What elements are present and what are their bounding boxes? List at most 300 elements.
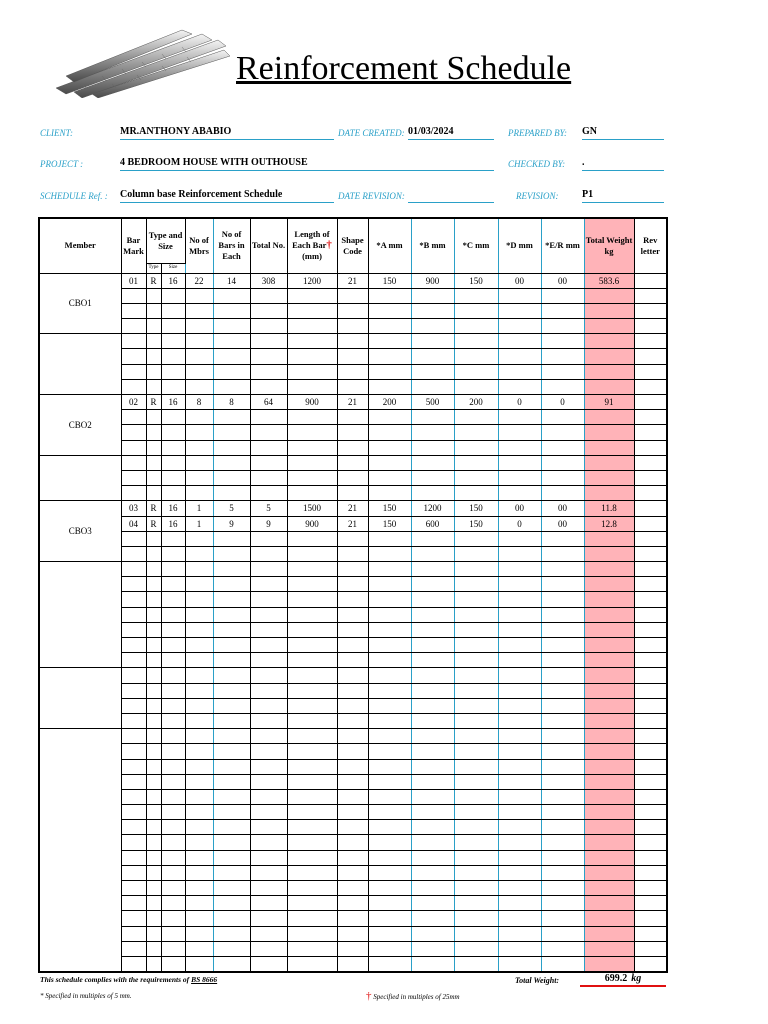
cell-c[interactable] bbox=[454, 865, 498, 880]
cell-length[interactable] bbox=[287, 410, 337, 425]
cell-total-no[interactable] bbox=[250, 455, 287, 470]
cell-rev[interactable] bbox=[634, 865, 667, 880]
cell-bar-mark[interactable]: 04 bbox=[121, 516, 146, 531]
cell-d[interactable] bbox=[498, 653, 541, 668]
cell-c[interactable] bbox=[454, 592, 498, 607]
cell-shape[interactable] bbox=[337, 668, 368, 683]
cell-bar-mark[interactable] bbox=[121, 926, 146, 941]
cell-c[interactable] bbox=[454, 440, 498, 455]
cell-d[interactable] bbox=[498, 698, 541, 713]
cell-d[interactable] bbox=[498, 805, 541, 820]
cell-a[interactable] bbox=[368, 789, 411, 804]
cell-length[interactable]: 1200 bbox=[287, 273, 337, 288]
cell-c[interactable] bbox=[454, 455, 498, 470]
cell-size[interactable] bbox=[161, 941, 185, 956]
cell-b[interactable] bbox=[411, 683, 454, 698]
cell-type[interactable] bbox=[146, 744, 161, 759]
cell-weight[interactable] bbox=[584, 713, 634, 728]
cell-c[interactable] bbox=[454, 364, 498, 379]
cell-b[interactable] bbox=[411, 546, 454, 561]
cell-length[interactable] bbox=[287, 668, 337, 683]
cell-size[interactable] bbox=[161, 379, 185, 394]
cell-no-mbrs[interactable] bbox=[185, 759, 213, 774]
cell-b[interactable] bbox=[411, 911, 454, 926]
cell-c[interactable] bbox=[454, 546, 498, 561]
cell-rev[interactable] bbox=[634, 956, 667, 972]
cell-type[interactable] bbox=[146, 319, 161, 334]
cell-a[interactable] bbox=[368, 729, 411, 744]
cell-total-no[interactable] bbox=[250, 865, 287, 880]
cell-bar-mark[interactable] bbox=[121, 531, 146, 546]
cell-no-mbrs[interactable] bbox=[185, 303, 213, 318]
cell-no-bars[interactable] bbox=[213, 698, 250, 713]
cell-length[interactable] bbox=[287, 941, 337, 956]
cell-no-bars[interactable]: 9 bbox=[213, 516, 250, 531]
cell-weight[interactable] bbox=[584, 425, 634, 440]
cell-no-mbrs[interactable] bbox=[185, 607, 213, 622]
cell-no-mbrs[interactable] bbox=[185, 820, 213, 835]
cell-weight[interactable] bbox=[584, 789, 634, 804]
cell-type[interactable] bbox=[146, 470, 161, 485]
cell-no-mbrs[interactable] bbox=[185, 592, 213, 607]
cell-weight[interactable] bbox=[584, 546, 634, 561]
cell-a[interactable] bbox=[368, 865, 411, 880]
cell-total-no[interactable] bbox=[250, 759, 287, 774]
cell-bar-mark[interactable] bbox=[121, 592, 146, 607]
cell-length[interactable] bbox=[287, 956, 337, 972]
cell-type[interactable] bbox=[146, 486, 161, 501]
cell-rev[interactable] bbox=[634, 562, 667, 577]
cell-size[interactable] bbox=[161, 744, 185, 759]
cell-total-no[interactable]: 64 bbox=[250, 395, 287, 410]
cell-no-bars[interactable] bbox=[213, 531, 250, 546]
cell-c[interactable] bbox=[454, 911, 498, 926]
cell-c[interactable] bbox=[454, 562, 498, 577]
cell-total-no[interactable] bbox=[250, 820, 287, 835]
cell-total-no[interactable] bbox=[250, 896, 287, 911]
cell-rev[interactable] bbox=[634, 926, 667, 941]
cell-c[interactable] bbox=[454, 835, 498, 850]
cell-rev[interactable] bbox=[634, 729, 667, 744]
cell-bar-mark[interactable] bbox=[121, 319, 146, 334]
cell-weight[interactable] bbox=[584, 470, 634, 485]
cell-rev[interactable] bbox=[634, 881, 667, 896]
cell-size[interactable] bbox=[161, 303, 185, 318]
cell-b[interactable] bbox=[411, 865, 454, 880]
cell-b[interactable] bbox=[411, 486, 454, 501]
cell-size[interactable] bbox=[161, 729, 185, 744]
cell-total-no[interactable] bbox=[250, 911, 287, 926]
cell-shape[interactable] bbox=[337, 455, 368, 470]
cell-type[interactable] bbox=[146, 698, 161, 713]
cell-er[interactable] bbox=[541, 319, 584, 334]
cell-c[interactable] bbox=[454, 622, 498, 637]
cell-size[interactable]: 16 bbox=[161, 395, 185, 410]
cell-no-mbrs[interactable] bbox=[185, 896, 213, 911]
cell-total-no[interactable] bbox=[250, 425, 287, 440]
cell-c[interactable] bbox=[454, 577, 498, 592]
cell-er[interactable] bbox=[541, 364, 584, 379]
cell-bar-mark[interactable] bbox=[121, 835, 146, 850]
cell-bar-mark[interactable] bbox=[121, 486, 146, 501]
cell-no-bars[interactable] bbox=[213, 410, 250, 425]
member-cell[interactable] bbox=[39, 562, 121, 668]
cell-d[interactable] bbox=[498, 592, 541, 607]
cell-b[interactable] bbox=[411, 288, 454, 303]
cell-size[interactable] bbox=[161, 713, 185, 728]
cell-weight[interactable] bbox=[584, 364, 634, 379]
cell-no-mbrs[interactable] bbox=[185, 531, 213, 546]
cell-length[interactable] bbox=[287, 881, 337, 896]
cell-a[interactable] bbox=[368, 319, 411, 334]
cell-c[interactable] bbox=[454, 850, 498, 865]
cell-rev[interactable] bbox=[634, 911, 667, 926]
cell-d[interactable] bbox=[498, 349, 541, 364]
cell-b[interactable] bbox=[411, 440, 454, 455]
cell-no-mbrs[interactable]: 1 bbox=[185, 516, 213, 531]
cell-size[interactable] bbox=[161, 577, 185, 592]
cell-type[interactable] bbox=[146, 425, 161, 440]
cell-no-mbrs[interactable] bbox=[185, 835, 213, 850]
cell-c[interactable] bbox=[454, 379, 498, 394]
cell-size[interactable] bbox=[161, 638, 185, 653]
cell-d[interactable]: 00 bbox=[498, 273, 541, 288]
cell-type[interactable] bbox=[146, 911, 161, 926]
cell-a[interactable] bbox=[368, 926, 411, 941]
cell-no-bars[interactable] bbox=[213, 744, 250, 759]
cell-total-no[interactable] bbox=[250, 334, 287, 349]
cell-a[interactable] bbox=[368, 638, 411, 653]
cell-weight[interactable] bbox=[584, 638, 634, 653]
cell-shape[interactable] bbox=[337, 486, 368, 501]
cell-b[interactable] bbox=[411, 713, 454, 728]
cell-d[interactable] bbox=[498, 956, 541, 972]
cell-bar-mark[interactable] bbox=[121, 774, 146, 789]
cell-length[interactable] bbox=[287, 713, 337, 728]
cell-no-bars[interactable] bbox=[213, 440, 250, 455]
cell-a[interactable] bbox=[368, 881, 411, 896]
cell-type[interactable]: R bbox=[146, 516, 161, 531]
cell-weight[interactable] bbox=[584, 759, 634, 774]
cell-rev[interactable] bbox=[634, 622, 667, 637]
cell-shape[interactable] bbox=[337, 334, 368, 349]
cell-weight[interactable] bbox=[584, 349, 634, 364]
cell-no-bars[interactable] bbox=[213, 865, 250, 880]
cell-total-no[interactable] bbox=[250, 622, 287, 637]
cell-shape[interactable]: 21 bbox=[337, 273, 368, 288]
cell-weight[interactable] bbox=[584, 698, 634, 713]
cell-b[interactable] bbox=[411, 379, 454, 394]
cell-no-mbrs[interactable] bbox=[185, 683, 213, 698]
cell-rev[interactable] bbox=[634, 820, 667, 835]
cell-weight[interactable]: 12.8 bbox=[584, 516, 634, 531]
cell-d[interactable] bbox=[498, 835, 541, 850]
cell-no-mbrs[interactable]: 8 bbox=[185, 395, 213, 410]
cell-weight[interactable] bbox=[584, 607, 634, 622]
cell-a[interactable] bbox=[368, 683, 411, 698]
cell-no-mbrs[interactable] bbox=[185, 911, 213, 926]
cell-c[interactable] bbox=[454, 668, 498, 683]
cell-bar-mark[interactable] bbox=[121, 410, 146, 425]
cell-rev[interactable] bbox=[634, 395, 667, 410]
cell-no-bars[interactable] bbox=[213, 729, 250, 744]
cell-er[interactable]: 0 bbox=[541, 395, 584, 410]
cell-size[interactable] bbox=[161, 349, 185, 364]
cell-rev[interactable] bbox=[634, 850, 667, 865]
cell-rev[interactable] bbox=[634, 607, 667, 622]
cell-no-mbrs[interactable] bbox=[185, 713, 213, 728]
cell-b[interactable] bbox=[411, 896, 454, 911]
cell-bar-mark[interactable] bbox=[121, 683, 146, 698]
cell-er[interactable] bbox=[541, 774, 584, 789]
cell-no-mbrs[interactable] bbox=[185, 622, 213, 637]
cell-a[interactable] bbox=[368, 470, 411, 485]
cell-weight[interactable] bbox=[584, 850, 634, 865]
cell-no-bars[interactable] bbox=[213, 805, 250, 820]
cell-total-no[interactable] bbox=[250, 941, 287, 956]
cell-er[interactable] bbox=[541, 744, 584, 759]
cell-rev[interactable] bbox=[634, 273, 667, 288]
cell-no-mbrs[interactable] bbox=[185, 562, 213, 577]
cell-shape[interactable] bbox=[337, 638, 368, 653]
cell-bar-mark[interactable] bbox=[121, 911, 146, 926]
cell-size[interactable] bbox=[161, 410, 185, 425]
cell-c[interactable] bbox=[454, 820, 498, 835]
cell-rev[interactable] bbox=[634, 577, 667, 592]
cell-length[interactable] bbox=[287, 531, 337, 546]
cell-c[interactable] bbox=[454, 759, 498, 774]
cell-a[interactable] bbox=[368, 956, 411, 972]
cell-a[interactable] bbox=[368, 334, 411, 349]
cell-shape[interactable] bbox=[337, 379, 368, 394]
cell-weight[interactable] bbox=[584, 592, 634, 607]
cell-no-bars[interactable] bbox=[213, 926, 250, 941]
cell-no-bars[interactable] bbox=[213, 638, 250, 653]
cell-d[interactable] bbox=[498, 607, 541, 622]
cell-er[interactable] bbox=[541, 562, 584, 577]
cell-no-bars[interactable]: 5 bbox=[213, 501, 250, 516]
cell-weight[interactable] bbox=[584, 379, 634, 394]
cell-bar-mark[interactable] bbox=[121, 820, 146, 835]
cell-d[interactable] bbox=[498, 334, 541, 349]
cell-b[interactable] bbox=[411, 668, 454, 683]
cell-er[interactable] bbox=[541, 486, 584, 501]
cell-b[interactable] bbox=[411, 820, 454, 835]
cell-total-no[interactable] bbox=[250, 956, 287, 972]
cell-no-mbrs[interactable] bbox=[185, 470, 213, 485]
cell-er[interactable] bbox=[541, 941, 584, 956]
project-field[interactable]: 4 BEDROOM HOUSE WITH OUTHOUSE bbox=[120, 157, 494, 171]
cell-total-no[interactable] bbox=[250, 288, 287, 303]
cell-size[interactable] bbox=[161, 622, 185, 637]
cell-total-no[interactable] bbox=[250, 607, 287, 622]
cell-er[interactable] bbox=[541, 440, 584, 455]
cell-no-bars[interactable] bbox=[213, 425, 250, 440]
cell-length[interactable] bbox=[287, 638, 337, 653]
cell-weight[interactable] bbox=[584, 835, 634, 850]
cell-d[interactable] bbox=[498, 562, 541, 577]
cell-no-bars[interactable] bbox=[213, 713, 250, 728]
cell-weight[interactable] bbox=[584, 577, 634, 592]
cell-type[interactable] bbox=[146, 379, 161, 394]
cell-bar-mark[interactable] bbox=[121, 881, 146, 896]
cell-bar-mark[interactable] bbox=[121, 470, 146, 485]
cell-no-bars[interactable] bbox=[213, 592, 250, 607]
cell-rev[interactable] bbox=[634, 288, 667, 303]
cell-a[interactable] bbox=[368, 713, 411, 728]
cell-total-no[interactable] bbox=[250, 546, 287, 561]
cell-shape[interactable] bbox=[337, 349, 368, 364]
cell-bar-mark[interactable] bbox=[121, 668, 146, 683]
cell-no-bars[interactable] bbox=[213, 789, 250, 804]
cell-weight[interactable] bbox=[584, 744, 634, 759]
cell-d[interactable] bbox=[498, 896, 541, 911]
cell-type[interactable] bbox=[146, 410, 161, 425]
cell-d[interactable] bbox=[498, 440, 541, 455]
cell-size[interactable] bbox=[161, 774, 185, 789]
cell-type[interactable] bbox=[146, 577, 161, 592]
cell-c[interactable] bbox=[454, 683, 498, 698]
cell-er[interactable] bbox=[541, 789, 584, 804]
cell-weight[interactable] bbox=[584, 774, 634, 789]
cell-shape[interactable] bbox=[337, 896, 368, 911]
cell-d[interactable] bbox=[498, 774, 541, 789]
cell-b[interactable] bbox=[411, 881, 454, 896]
cell-d[interactable] bbox=[498, 577, 541, 592]
cell-a[interactable] bbox=[368, 896, 411, 911]
cell-er[interactable] bbox=[541, 303, 584, 318]
cell-a[interactable] bbox=[368, 911, 411, 926]
cell-size[interactable] bbox=[161, 698, 185, 713]
cell-no-mbrs[interactable]: 22 bbox=[185, 273, 213, 288]
cell-type[interactable] bbox=[146, 622, 161, 637]
cell-er[interactable] bbox=[541, 653, 584, 668]
cell-no-bars[interactable] bbox=[213, 562, 250, 577]
date-created-field[interactable]: 01/03/2024 bbox=[408, 126, 494, 140]
cell-length[interactable] bbox=[287, 592, 337, 607]
cell-rev[interactable] bbox=[634, 835, 667, 850]
cell-shape[interactable] bbox=[337, 303, 368, 318]
cell-total-no[interactable] bbox=[250, 592, 287, 607]
cell-type[interactable] bbox=[146, 455, 161, 470]
cell-no-mbrs[interactable] bbox=[185, 334, 213, 349]
cell-weight[interactable] bbox=[584, 440, 634, 455]
cell-weight[interactable] bbox=[584, 865, 634, 880]
cell-no-bars[interactable] bbox=[213, 379, 250, 394]
cell-bar-mark[interactable] bbox=[121, 349, 146, 364]
cell-shape[interactable] bbox=[337, 425, 368, 440]
cell-d[interactable] bbox=[498, 425, 541, 440]
cell-a[interactable] bbox=[368, 486, 411, 501]
cell-size[interactable] bbox=[161, 881, 185, 896]
cell-rev[interactable] bbox=[634, 713, 667, 728]
cell-type[interactable] bbox=[146, 303, 161, 318]
cell-d[interactable] bbox=[498, 668, 541, 683]
member-cell[interactable] bbox=[39, 668, 121, 729]
cell-a[interactable] bbox=[368, 774, 411, 789]
cell-weight[interactable] bbox=[584, 486, 634, 501]
cell-d[interactable] bbox=[498, 546, 541, 561]
cell-total-no[interactable] bbox=[250, 440, 287, 455]
cell-a[interactable] bbox=[368, 698, 411, 713]
cell-length[interactable] bbox=[287, 486, 337, 501]
cell-no-mbrs[interactable] bbox=[185, 364, 213, 379]
cell-weight[interactable]: 11.8 bbox=[584, 501, 634, 516]
cell-length[interactable]: 900 bbox=[287, 516, 337, 531]
cell-rev[interactable] bbox=[634, 592, 667, 607]
cell-d[interactable]: 0 bbox=[498, 516, 541, 531]
cell-total-no[interactable] bbox=[250, 668, 287, 683]
cell-bar-mark[interactable] bbox=[121, 896, 146, 911]
cell-no-bars[interactable] bbox=[213, 820, 250, 835]
cell-shape[interactable] bbox=[337, 531, 368, 546]
cell-d[interactable] bbox=[498, 410, 541, 425]
cell-er[interactable] bbox=[541, 881, 584, 896]
cell-size[interactable] bbox=[161, 835, 185, 850]
prepared-by-field[interactable]: GN bbox=[582, 126, 664, 140]
cell-total-no[interactable] bbox=[250, 410, 287, 425]
cell-d[interactable] bbox=[498, 911, 541, 926]
cell-er[interactable] bbox=[541, 607, 584, 622]
cell-b[interactable] bbox=[411, 835, 454, 850]
cell-a[interactable] bbox=[368, 349, 411, 364]
cell-er[interactable] bbox=[541, 956, 584, 972]
cell-length[interactable] bbox=[287, 440, 337, 455]
cell-total-no[interactable] bbox=[250, 379, 287, 394]
cell-er[interactable] bbox=[541, 729, 584, 744]
cell-c[interactable]: 150 bbox=[454, 501, 498, 516]
cell-rev[interactable] bbox=[634, 486, 667, 501]
cell-a[interactable]: 150 bbox=[368, 501, 411, 516]
cell-rev[interactable] bbox=[634, 410, 667, 425]
cell-bar-mark[interactable] bbox=[121, 638, 146, 653]
cell-size[interactable] bbox=[161, 319, 185, 334]
cell-shape[interactable] bbox=[337, 941, 368, 956]
cell-no-mbrs[interactable] bbox=[185, 319, 213, 334]
cell-length[interactable] bbox=[287, 653, 337, 668]
cell-total-no[interactable] bbox=[250, 698, 287, 713]
cell-type[interactable] bbox=[146, 926, 161, 941]
cell-er[interactable] bbox=[541, 546, 584, 561]
cell-shape[interactable] bbox=[337, 850, 368, 865]
cell-weight[interactable] bbox=[584, 911, 634, 926]
cell-rev[interactable] bbox=[634, 334, 667, 349]
cell-weight[interactable]: 583.6 bbox=[584, 273, 634, 288]
cell-type[interactable] bbox=[146, 364, 161, 379]
cell-no-bars[interactable] bbox=[213, 546, 250, 561]
cell-b[interactable] bbox=[411, 470, 454, 485]
cell-length[interactable] bbox=[287, 759, 337, 774]
member-cell[interactable]: CBO1 bbox=[39, 273, 121, 334]
cell-type[interactable] bbox=[146, 546, 161, 561]
member-cell[interactable] bbox=[39, 455, 121, 501]
cell-length[interactable] bbox=[287, 865, 337, 880]
cell-total-no[interactable] bbox=[250, 850, 287, 865]
cell-shape[interactable] bbox=[337, 744, 368, 759]
cell-total-no[interactable] bbox=[250, 926, 287, 941]
cell-c[interactable] bbox=[454, 713, 498, 728]
cell-weight[interactable] bbox=[584, 820, 634, 835]
cell-length[interactable] bbox=[287, 577, 337, 592]
cell-shape[interactable] bbox=[337, 911, 368, 926]
cell-type[interactable]: R bbox=[146, 395, 161, 410]
cell-bar-mark[interactable] bbox=[121, 850, 146, 865]
cell-a[interactable] bbox=[368, 455, 411, 470]
cell-shape[interactable] bbox=[337, 653, 368, 668]
cell-er[interactable] bbox=[541, 896, 584, 911]
cell-bar-mark[interactable] bbox=[121, 789, 146, 804]
cell-length[interactable] bbox=[287, 835, 337, 850]
